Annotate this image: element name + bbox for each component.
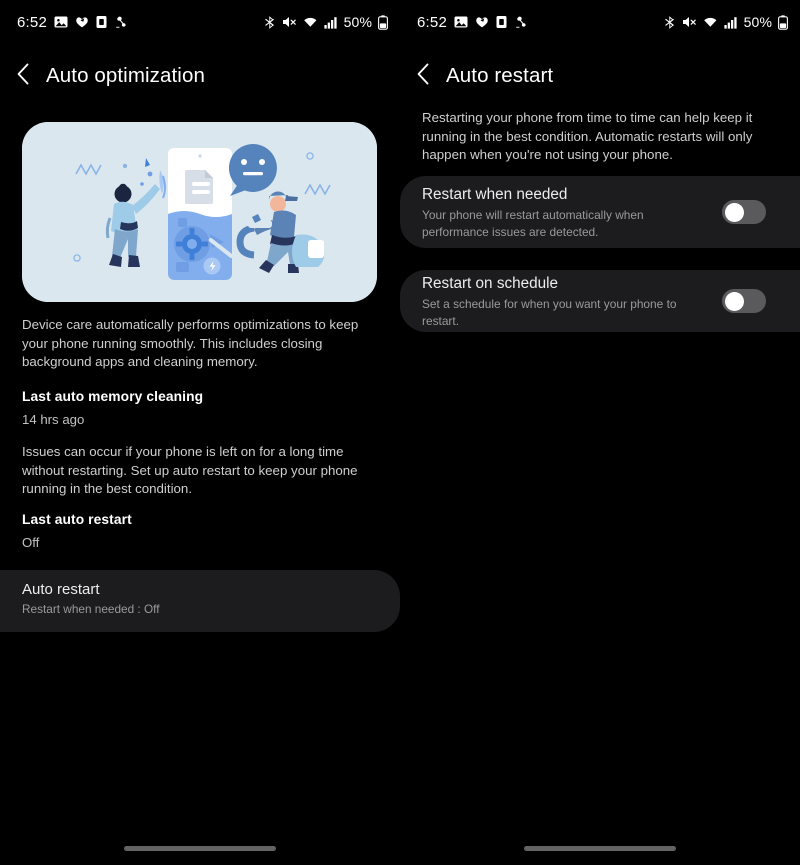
setting-subtitle: Set a schedule for when you want your phone to restart. bbox=[422, 297, 677, 328]
bluetooth-icon bbox=[264, 15, 276, 30]
setting-row-restart-on-schedule[interactable] bbox=[400, 270, 800, 332]
gesture-bar-right[interactable] bbox=[524, 846, 676, 851]
toggle-knob bbox=[725, 203, 744, 222]
setting-title: Restart on schedule bbox=[422, 275, 559, 292]
last-auto-restart-value: Off bbox=[22, 535, 40, 550]
device-care-cleaning-illustration bbox=[22, 122, 377, 302]
auto-restart-menu-item[interactable] bbox=[0, 570, 400, 632]
header-left bbox=[0, 56, 400, 96]
last-memory-cleaning-value: 14 hrs ago bbox=[22, 412, 85, 427]
auto-restart-info: Issues can occur if your phone is left on for a long time without restarting. Set up auto restart to keep your phone running in the best condition. bbox=[22, 444, 358, 497]
wifi-icon bbox=[303, 15, 318, 29]
sim-card-icon bbox=[96, 15, 107, 29]
sim-card-icon bbox=[496, 15, 507, 29]
mute-icon bbox=[682, 15, 697, 29]
setting-row-restart-when-needed[interactable] bbox=[400, 176, 800, 248]
status-bar-clock-2: 6:52 bbox=[417, 13, 447, 31]
illustration-card bbox=[22, 122, 377, 302]
mute-icon bbox=[282, 15, 297, 29]
page-title: Auto optimization bbox=[46, 64, 205, 87]
toggle-restart-on-schedule[interactable] bbox=[722, 289, 766, 313]
chevron-left-icon bbox=[15, 61, 31, 92]
back-button[interactable] bbox=[0, 56, 46, 96]
battery-icon bbox=[378, 15, 388, 30]
gesture-bar-left[interactable] bbox=[124, 846, 276, 851]
status-bar-left-group-2 bbox=[417, 14, 528, 31]
status-bar-right-group-2 bbox=[664, 14, 788, 30]
status-bar-right bbox=[400, 0, 800, 44]
device-care-description: Device care automatically performs optimizations to keep your phone running smoothly. This includes closing background apps and cleaning memory. bbox=[22, 317, 359, 370]
auto-restart-description: Restarting your phone from time to time can help keep it running in the best condition. Automatic restarts will only happen when you're not using your phone. bbox=[422, 110, 753, 163]
auto-restart-menu-title: Auto restart bbox=[22, 581, 100, 598]
download-icon bbox=[114, 15, 128, 29]
setting-title: Restart when needed bbox=[422, 186, 568, 203]
heart-icon bbox=[475, 15, 489, 29]
toggle-restart-when-needed[interactable] bbox=[722, 200, 766, 224]
signal-icon bbox=[324, 16, 338, 29]
status-bar-left bbox=[0, 0, 400, 44]
header-right bbox=[400, 56, 800, 96]
setting-text-restart-when-needed bbox=[400, 184, 722, 240]
last-memory-cleaning-label: Last auto memory cleaning bbox=[22, 389, 204, 404]
chevron-left-icon bbox=[415, 61, 431, 92]
battery-icon bbox=[778, 15, 788, 30]
battery-percentage: 50% bbox=[343, 14, 372, 30]
wifi-icon bbox=[703, 15, 718, 29]
right-screen-auto-restart bbox=[400, 0, 800, 865]
heart-icon bbox=[75, 15, 89, 29]
status-bar-right-group bbox=[264, 14, 388, 30]
toggle-knob bbox=[725, 292, 744, 311]
gallery-icon bbox=[454, 15, 468, 29]
battery-percentage-2: 50% bbox=[743, 14, 772, 30]
status-bar-left-group bbox=[17, 14, 128, 31]
back-button-2[interactable] bbox=[400, 56, 446, 96]
download-icon bbox=[514, 15, 528, 29]
setting-subtitle: Your phone will restart automatically when performance issues are detected. bbox=[422, 208, 644, 239]
setting-text-restart-on-schedule bbox=[400, 273, 722, 329]
last-auto-restart-label: Last auto restart bbox=[22, 512, 132, 527]
page-title-2: Auto restart bbox=[446, 64, 554, 87]
bluetooth-icon bbox=[664, 15, 676, 30]
auto-restart-menu-subtitle: Restart when needed : Off bbox=[22, 602, 160, 616]
status-bar-clock: 6:52 bbox=[17, 13, 47, 31]
gallery-icon bbox=[54, 15, 68, 29]
signal-icon bbox=[724, 16, 738, 29]
